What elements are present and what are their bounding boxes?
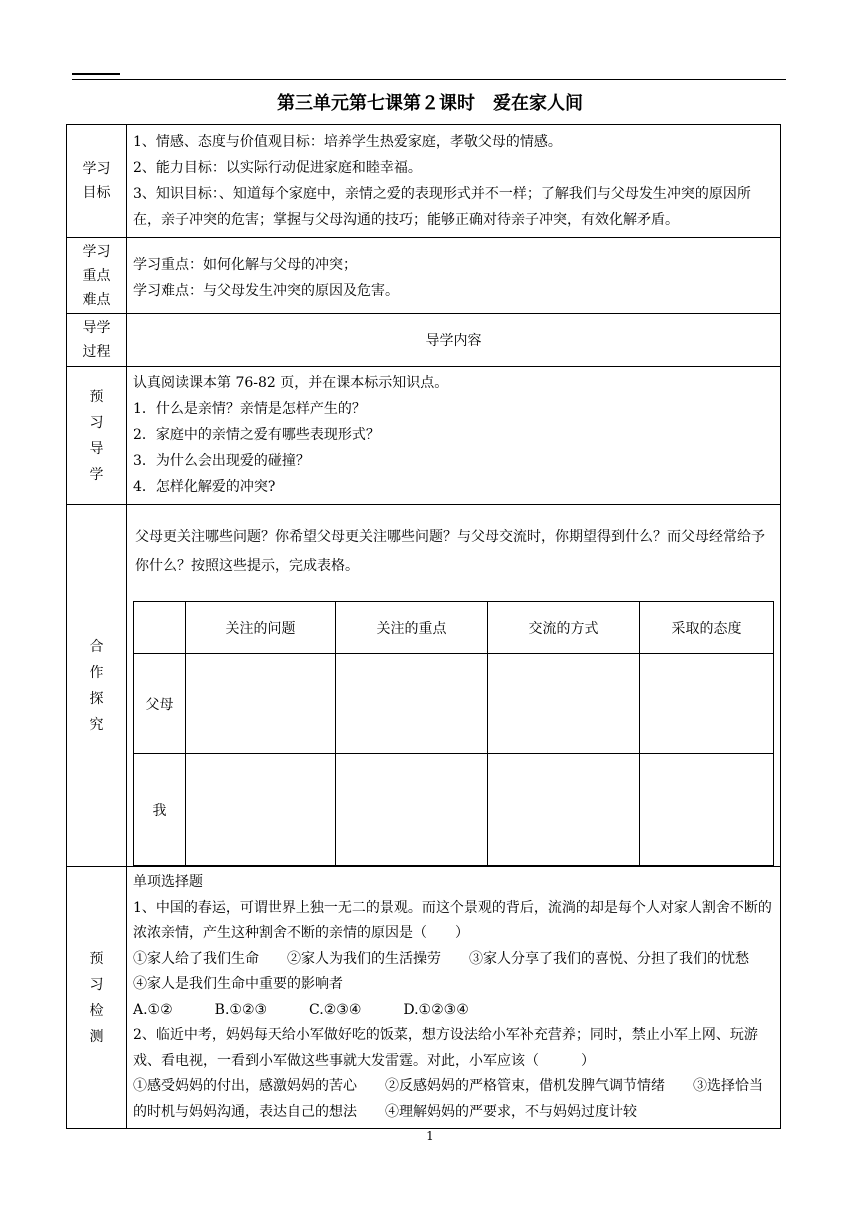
check-line: 2、临近中考，妈妈每天给小军做好吃的饭菜，想方设法给小军补充营养；同时，禁止小军上网、玩游戏、看电视，一看到小军做这些事就大发雷霆。对此，小军应该（ ） [133,1027,758,1069]
guide-content-title: 导学内容 [127,314,781,367]
check-line: ①感受妈妈的付出，感激妈妈的苦心 ②反感妈妈的严格管束，借机发脾气调节情绪 ③选择恰当的时机与妈妈沟通，表达自己的想法 ④理解妈妈的严要求，不与妈妈过度计较 [133,1078,763,1120]
blank-cell[interactable] [186,654,336,754]
objectives-content [127,125,781,238]
objective-line: 2、能力目标：以实际行动促进家庭和睦幸福。 [133,160,422,176]
header-cell: 交流的方式 [488,602,640,654]
row-objectives [67,125,781,238]
check-line: ①家人给了我们生命 ②家人为我们的生活操劳 ③家人分享了我们的喜悦、分担了我们的忧愁 ④家人是我们生命中重要的影响者 [133,950,777,992]
blank-cell[interactable] [488,654,640,754]
row-preview-guide [67,367,781,505]
page-number: 1 [426,1129,434,1143]
objective-line: 1、情感、态度与价值观目标：培养学生热爱家庭，孝敬父母的情感。 [133,134,562,150]
blank-cell[interactable] [336,754,488,866]
row-label-parents: 父母 [134,654,186,754]
preview-check-label: 预 习 检 测 [67,867,127,1129]
cooperation-label: 合 作 探 究 [67,505,127,867]
header-short-rule [72,73,120,75]
preview-guide-line: 4．怎样化解爱的冲突? [133,479,276,495]
lesson-plan-table [66,124,781,1129]
cooperation-content [127,505,781,867]
row-preview-check [67,867,781,1129]
cooperation-intro: 父母更关注哪些问题？你希望父母更关注哪些问题？与父母交流时，你期望得到什么？而父母经常给予你什么？按照这些提示，完成表格。 [135,529,765,574]
preview-guide-content [127,367,781,505]
process-label: 导学 过程 [67,314,127,367]
header-cell: 关注的问题 [186,602,336,654]
blank-cell[interactable] [336,654,488,754]
cooperation-row-parents [134,654,774,754]
key-points-content [127,238,781,314]
preview-guide-line: 3．为什么会出现爱的碰撞？ [133,453,310,469]
key-points-label: 学习 重点 难点 [67,238,127,314]
blank-cell[interactable] [186,754,336,866]
key-point-line: 学习难点：与父母发生冲突的原因及危害。 [133,283,399,299]
blank-cell[interactable] [488,754,640,866]
key-point-line: 学习重点：如何化解与父母的冲突； [133,257,357,273]
preview-guide-line: 2．家庭中的亲情之爱有哪些表现形式？ [133,427,380,443]
objective-line: 3、知识目标：、知道每个家庭中，亲情之爱的表现形式并不一样；了解我们与父母发生冲突的原因所在，亲子冲突的危害；掌握与父母沟通的技巧；能够正确对待亲子冲突，有效化解矛盾。 [133,186,751,228]
row-cooperation [67,505,781,867]
preview-guide-line: 1．什么是亲情？亲情是怎样产生的？ [133,401,366,417]
blank-cell[interactable] [640,654,774,754]
page-title: 第三单元第七课第２课时 爱在家人间 [277,93,583,114]
row-key-points [67,238,781,314]
header-cell: 关注的重点 [336,602,488,654]
row-process [67,314,781,367]
preview-guide-label: 预 习 导 学 [67,367,127,505]
check-line: A.①② B.①②③ C.②③④ D.①②③④ [133,1001,469,1018]
preview-guide-line: 认真阅读课本第 76-82 页，并在课本标示知识点。 [133,375,449,391]
cooperation-header-row [134,602,774,654]
check-line: 单项选择题 [133,874,203,890]
cooperation-row-me [134,754,774,866]
row-label-me: 我 [134,754,186,866]
objectives-label: 学习 目标 [67,125,127,238]
header-rule [72,79,786,80]
blank-cell[interactable] [640,754,774,866]
preview-check-content [127,867,781,1129]
header-cell: 采取的态度 [640,602,774,654]
header-corner-cell [134,602,186,654]
cooperation-table [133,601,774,866]
check-line: 1、中国的春运，可谓世界上独一无二的景观。而这个景观的背后，流淌的却是每个人对家人割舍不断的浓浓亲情，产生这种割舍不断的亲情的原因是（ ） [133,899,772,941]
